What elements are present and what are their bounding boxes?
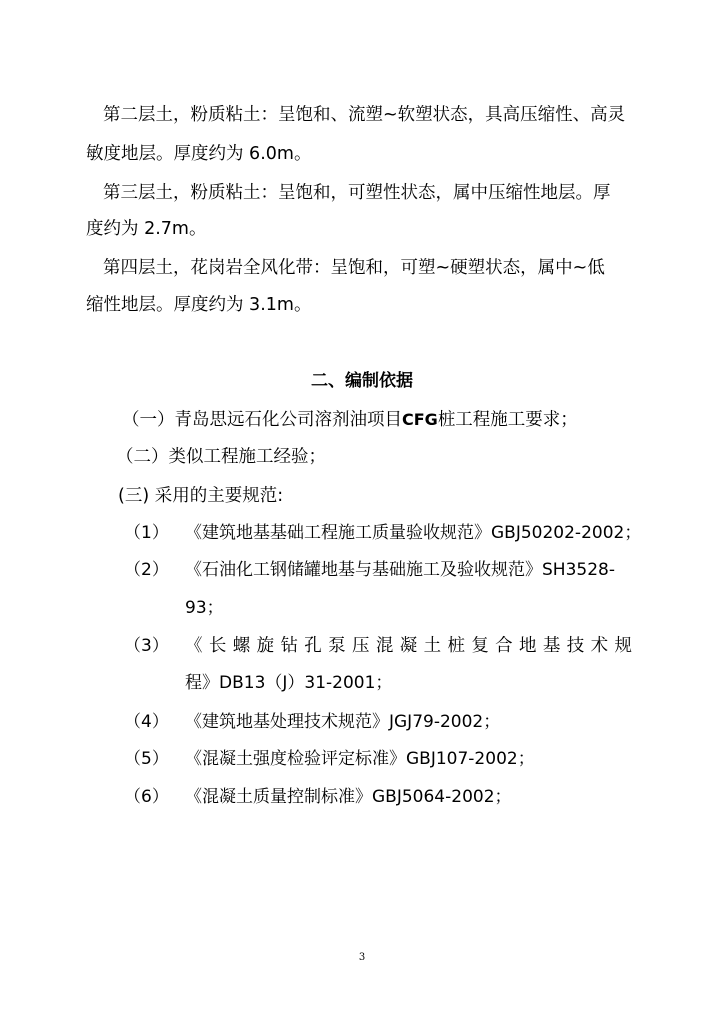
standard-3-char: 技 <box>566 636 585 656</box>
standard-3-char: 合 <box>495 636 513 656</box>
standard-3-char: 凝 <box>399 636 418 656</box>
standard-3-char: 混 <box>375 636 394 656</box>
standard-4-number: （4） <box>124 712 169 732</box>
page-number: 3 <box>358 952 366 963</box>
section-heading: 二、编制依据 <box>311 371 413 391</box>
standard-3-char: 地 <box>519 636 537 656</box>
standard-6-text: 《混凝土质量控制标准》GBJ5064-2002； <box>185 787 512 807</box>
soil-layer-3-line-2: 度约为 2.7m。 <box>86 219 207 239</box>
standard-3-char: 长 <box>208 636 227 656</box>
soil-layer-4-line-1: 第四层土，花岗岩全风化带：呈饱和，可塑~硬塑状态，属中~低 <box>103 258 605 278</box>
basis-item-1 <box>122 409 578 431</box>
standard-3-char: 《 <box>185 636 203 656</box>
standard-3-continuation: 程》DB13（J）31-2001； <box>185 673 393 693</box>
soil-layer-3-line-1: 第三层土，粉质粘土：呈饱和，可塑性状态，属中压缩性地层。厚 <box>103 183 611 203</box>
standard-3-char: 压 <box>352 636 370 656</box>
standard-3-char: 复 <box>471 636 489 656</box>
standard-3-text <box>185 635 632 657</box>
standard-3-char: 螺 <box>232 636 251 656</box>
standard-3-char: 桩 <box>447 636 465 656</box>
standard-5-number: （5） <box>124 749 169 769</box>
soil-layer-4-line-2: 缩性地层。厚度约为 3.1m。 <box>86 295 312 315</box>
standard-3-char: 基 <box>542 636 561 656</box>
standard-1-text: 《建筑地基基础工程施工质量验收规范》GBJ50202-2002； <box>185 523 642 543</box>
standard-3-char: 土 <box>423 636 442 656</box>
standard-3-char: 规 <box>614 636 632 656</box>
standard-2-number: （2） <box>124 560 169 580</box>
standard-3-char: 钻 <box>280 636 298 656</box>
standard-3-char: 孔 <box>304 636 322 656</box>
standard-3-char: 术 <box>590 636 609 656</box>
standard-5-text: 《混凝土强度检验评定标准》GBJ107-2002； <box>185 749 535 769</box>
standard-1-number: （1） <box>124 523 169 543</box>
basis-item-1-suffix: 桩工程施工要求； <box>437 410 578 430</box>
basis-item-1-prefix: （一）青岛思远石化公司溶剂油项目 <box>122 410 402 430</box>
standard-3-number: （3） <box>124 636 169 656</box>
standard-6-number: （6） <box>124 787 169 807</box>
basis-item-3: (三) 采用的主要规范: <box>118 486 284 506</box>
basis-item-2: （二）类似工程施工经验； <box>116 447 326 467</box>
standard-3-char: 旋 <box>256 636 275 656</box>
standard-3-char: 泵 <box>328 636 346 656</box>
basis-item-1-cfg: CFG <box>402 410 438 429</box>
standard-2-text: 《石油化工钢储罐地基与基础施工及验收规范》SH3528- <box>185 560 615 580</box>
standard-4-text: 《建筑地基处理技术规范》JGJ79-2002； <box>185 712 501 732</box>
standard-2-continuation: 93； <box>185 598 224 618</box>
soil-layer-2-line-1: 第二层土，粉质粘土：呈饱和、流塑~软塑状态，具高压缩性、高灵 <box>103 105 626 125</box>
soil-layer-2-line-2: 敏度地层。厚度约为 6.0m。 <box>86 144 312 164</box>
